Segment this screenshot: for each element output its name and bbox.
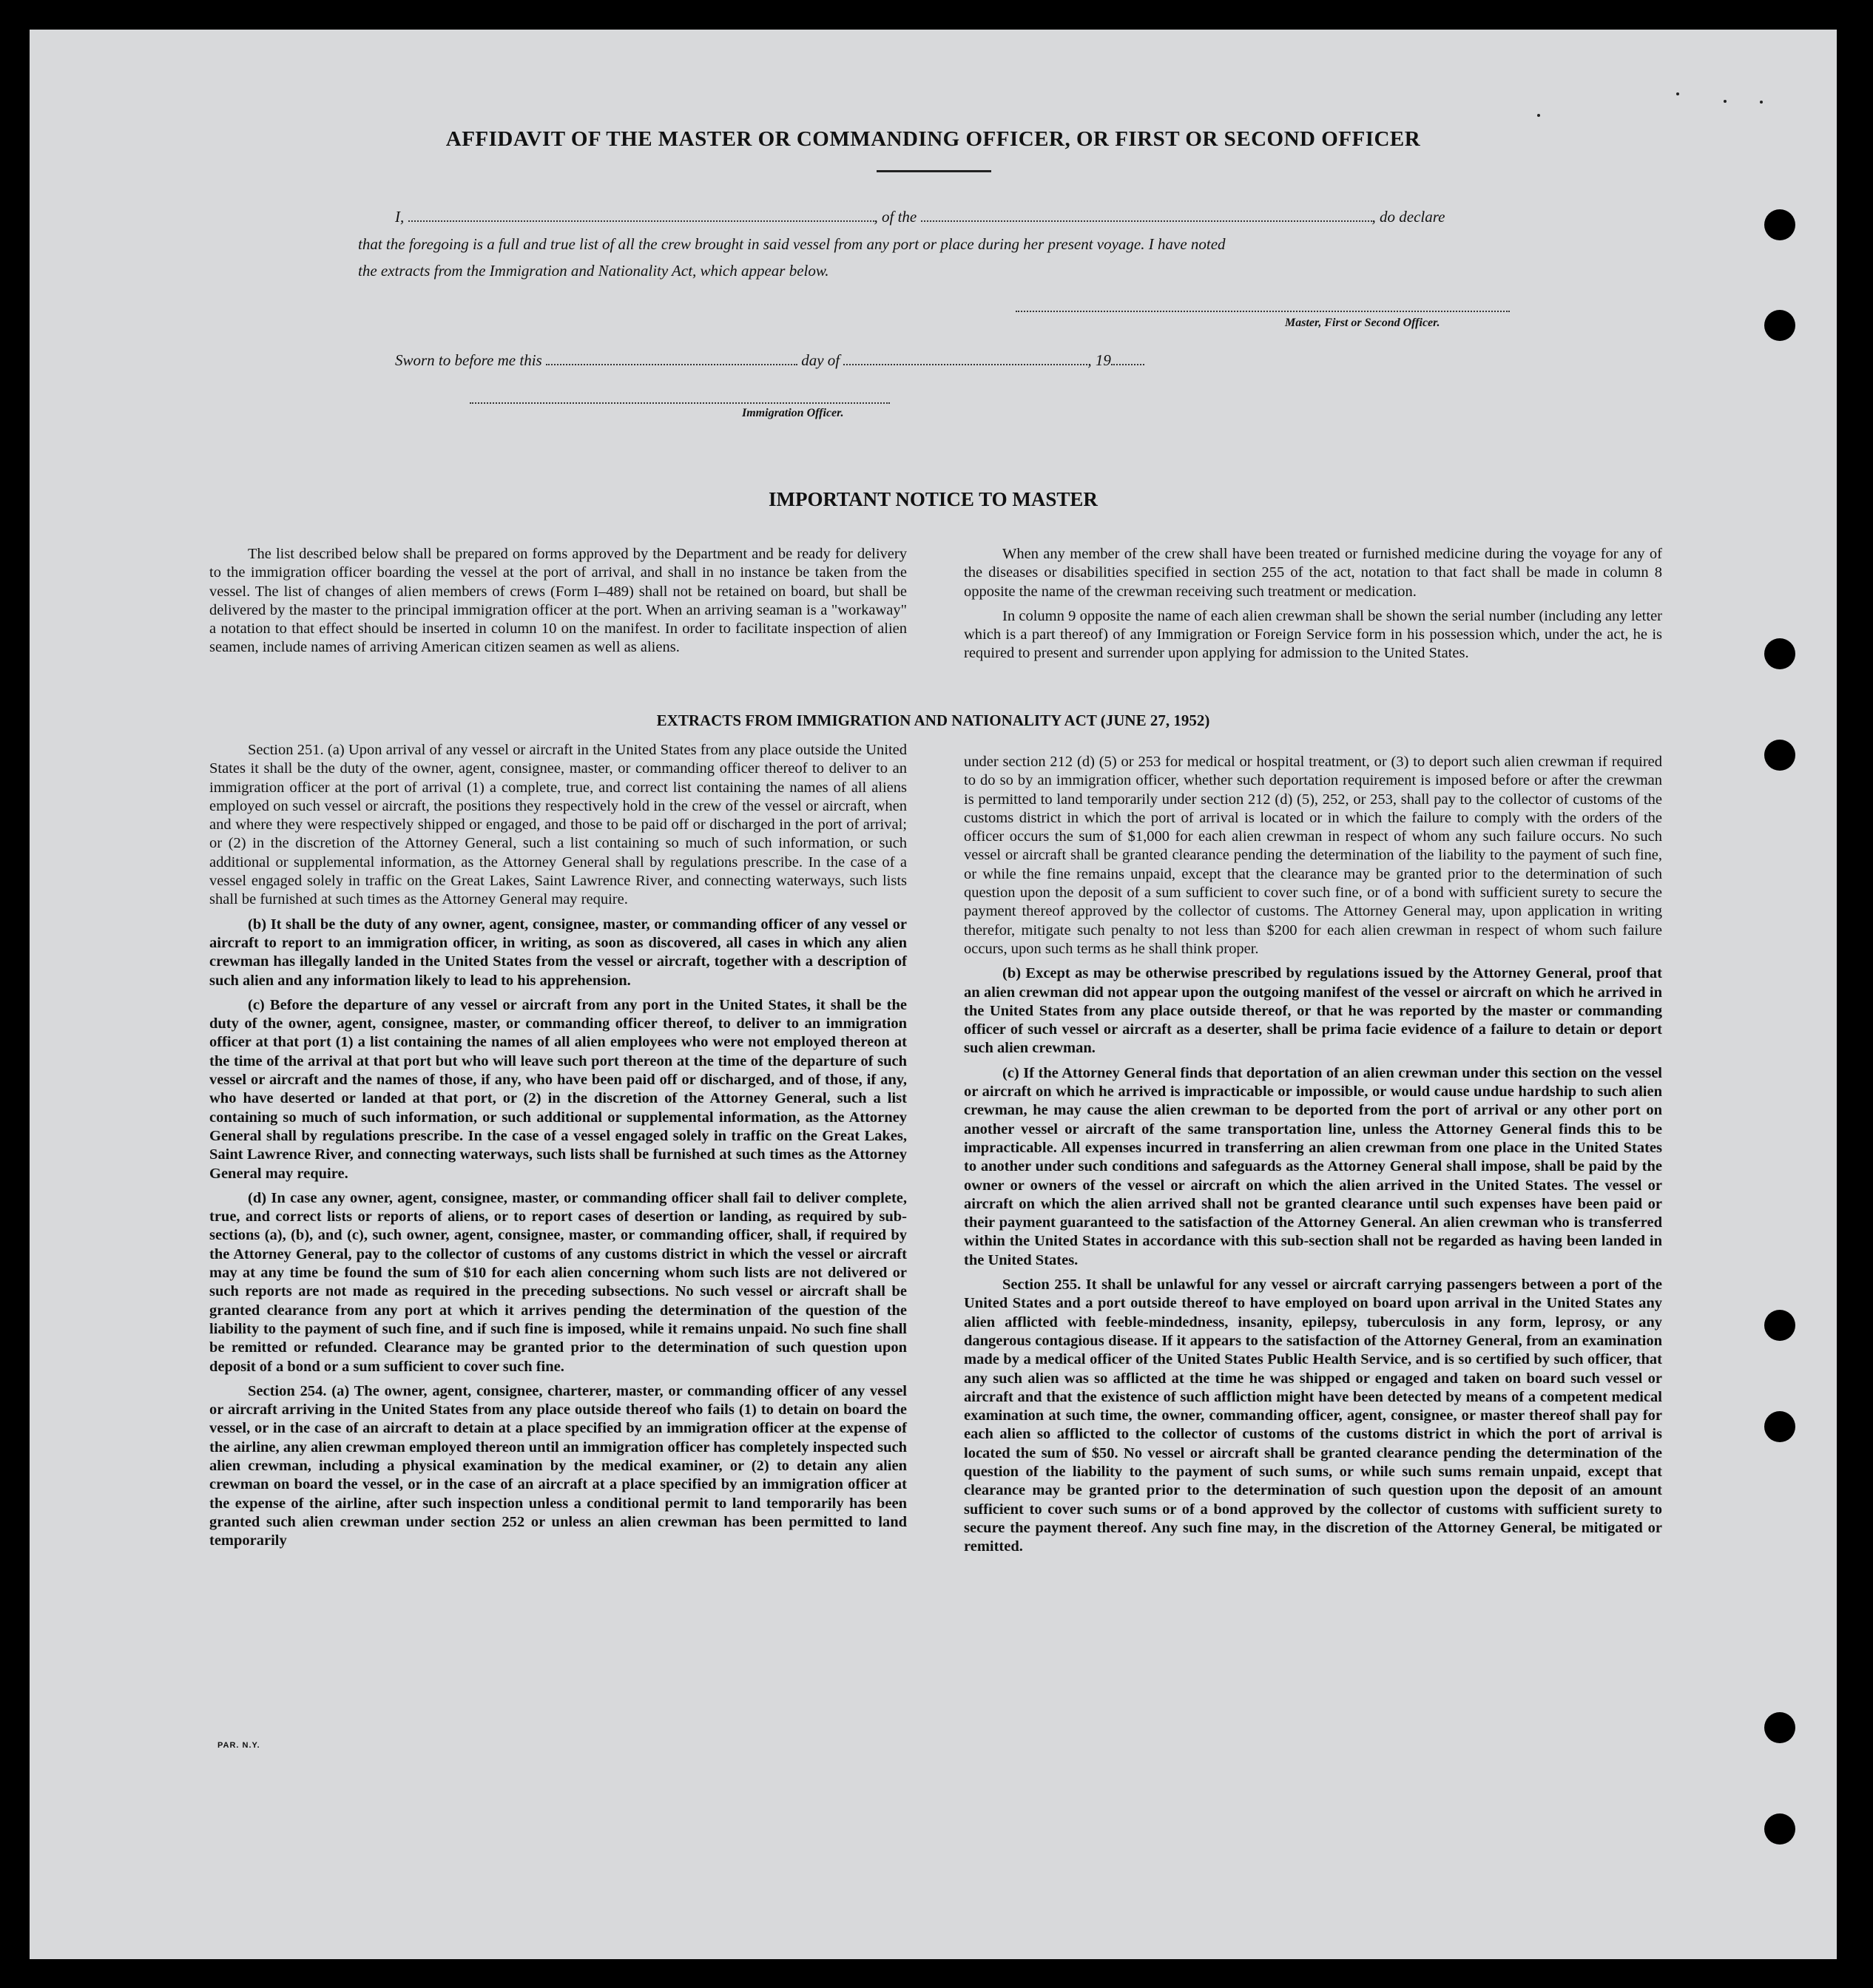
sworn-label: Sworn to before me this [395,351,542,369]
binder-hole [1764,209,1795,240]
binder-hole [1764,638,1795,669]
title-rule [877,170,991,172]
officer-label: Immigration Officer. [742,407,844,419]
year-field[interactable] [1111,351,1144,365]
section-255: Section 255. It shall be unlawful for any vessel or aircraft carrying passengers between a port of the United States and a port outside thereof to have employed on board upon arrival in the United States any alien afflicted with feeble-mindedness, insanity, epilepsy, tuberculosis in any form, leprosy, or any dangerous contagious disease. If it appears to the satisfaction of the Attorney General, from an examination made by a medical officer of the United States Public Health Service, and is so certified by such officer, that any such alien was so afflicted at the time he was shipped or engaged and taken on board such vessel or aircraft and that the existence of such affliction might have been detected by means of a competent medical examination at such time, the owner, commanding officer, agent, consignee, or master thereof shall pay for each alien so afflicted to the collector of customs of the customs district in which the port of arrival is located the sum of $50. No vessel or aircraft shall be granted clearance pending the determination of the question of the liability to the payment of such sums, or while such sums remain unpaid, except that clearance may be granted prior to the determination of such question upon the deposit of an amount sufficient to cover such sums or of a bond approved by the collector of customs with sufficient surety to secure the payment thereof. Any such fine may, in the discretion of the Attorney General, be mitigated or remitted. [964,1277,1662,1555]
vessel-field[interactable] [921,207,1372,222]
do-declare-label: , do declare [1371,208,1445,226]
speck [1760,101,1763,104]
section-251d: (d) In case any owner, agent, consignee, master, or commanding officer shall fail to deliver complete, true, and correct lists or reports of aliens, or to report cases of desertion or landing, as required by sub-sections (a), (b), and (c), such owner, agent, consignee, master, or commanding officer, shall, if required by the Attorney General, pay to the collector of customs of any customs district in which the vessel or aircraft may at any time be found the sum of $10 for each alien concerning whom such lists are not delivered or such reports are not made as required in the preceding subsections. No such vessel or aircraft shall be granted clearance from any port at which it arrives pending the determination of the question of the liability to the payment of such fine, and if such fine is imposed, while it remains unpaid. No such fine shall be remitted or refunded. Clearance may be granted prior to the determination of such question upon deposit of a bond or a sum sufficient to cover such fine. [209,1189,907,1375]
officer-signature-line[interactable] [470,399,890,404]
extracts-right-column [964,753,1662,1562]
notice-paragraph: The list described below shall be prepared on forms approved by the Department and be ready for delivery to the immigration officer boarding the vessel at the port of arrival, and shall in no instance be taken from the vessel. The list of changes of alien members of crews (Form I–489) shall not be retained on board, but shall be delivered by the master to the principal immigration officer at the port. When an arriving seaman is a "workaway" a notation to that effect should be inserted in column 10 on the manifest. In order to facilitate inspection of alien seamen, include names of arriving American citizen seamen as well as aliens. [209,546,907,656]
binder-hole [1764,740,1795,771]
speck [1724,100,1727,103]
section-254a-continued: under section 212 (d) (5) or 253 for medical or hospital treatment, or (3) to deport such alien crewman if required to do so by an immigration officer, whether such deportation requirement is imposed before or after the crewman is permitted to land temporarily under section 212 (d) (5), 252, or 253, shall pay to the collector of customs of the customs district in which the port of arrival is located or in which the failure to comply with the orders of the officer occurs the sum of $1,000 for each alien crewman in respect of whom any such failure occurs. No such vessel or aircraft shall be granted clearance pending the determination of the liability to the payment of such fine, or while the fine remains unpaid, except that the clearance may be granted prior to the determination of such question upon the deposit of a sum sufficient to cover such fine, or of a bond with sufficient surety to secure the payment thereof approved by the collector of customs. The Attorney General may, upon application in writing therefor, mitigate such penalty to not less than $200 for each alien crewman in respect of whom such failure occurs, upon such terms as he shall think proper. [964,754,1662,957]
extracts-title: EXTRACTS FROM IMMIGRATION AND NATIONALITY ACT (JUNE 27, 1952) [656,711,1210,729]
speck [1537,114,1540,117]
signature-label: Master, First or Second Officer. [1285,317,1440,329]
section-254a: Section 254. (a) The owner, agent, consignee, charterer, master, or commanding officer of any vessel or aircraft arriving in the United States from any place outside thereof who fails (1) to detain on board the vessel, or in the case of an aircraft to detain at a place specified by an immigration officer at the expense of the airline, any alien crewman employed thereon until an immigration officer has completely inspected such alien crewman, including a physical examination by the medical examiner, or (2) to detain any alien crewman on board the vessel, or in the case of an aircraft at a place specified by an immigration officer at the expense of the airline, after such inspection unless a conditional permit to land temporarily has been granted such alien crewman under section 252 or unless an alien crewman has been permitted to land temporarily [209,1382,907,1549]
binder-hole [1764,1712,1795,1743]
of-the-label: , of the [874,208,917,226]
speck [1676,92,1679,95]
notice-title: IMPORTANT NOTICE TO MASTER [769,488,1098,510]
section-254c: (c) If the Attorney General finds that deportation of an alien crewman under this section on the vessel or aircraft on which he arrived is impracticable or impossible, or would cause undue hardship to such alien crewman, he may cause the alien crewman to be deported from the port of arrival or any other port on another vessel or aircraft of the same transportation line, unless the Attorney General finds this to be impracticable. All expenses incurred in transferring an alien crewman from one place in the United States to another under such conditions and safeguards as the Attorney General shall impose, shall be paid by the owner or owners of the vessel or aircraft on which the alien arrived in the United States. The vessel or aircraft on which the alien arrived shall not be granted clearance until such expenses have been paid or their payment guaranteed to the satisfaction of the Attorney General. An alien crewman who is transferred within the United States in accordance with this sub-section shall not be regarded as having been landed in the United States. [964,1064,1662,1268]
notice-paragraph: In column 9 opposite the name of each alien crewman shall be shown the serial number (including any letter which is a part thereof) of any Immigration or Foreign Service form in his possession which, under the act, he is required to present and surrender upon applying for admission to the United States. [964,607,1662,662]
printer-mark: PAR. N.Y. [217,1741,260,1750]
name-field[interactable] [408,207,874,222]
binder-hole [1764,1813,1795,1845]
notice-paragraph: When any member of the crew shall have been treated or furnished medicine during the voyage for any of the diseases or disabilities specified in section 255 of the act, notation to that fact shall be made in column 8 opposite the name of the crewman receiving such treatment or medication. [964,546,1662,600]
section-251c: (c) Before the departure of any vessel or aircraft from any port in the United States, it shall be the duty of the owner, agent, consignee, master, or commanding officer thereof, to deliver to an immigration officer at that port (1) a list containing the names of all alien employees who were not employed thereon at the time of the arrival at that port but who will leave such port thereon at the time of the departure of such vessel or aircraft and the names of those, if any, who have been paid off or discharged, and of those, if any, who have deserted or landed at that port, or (2) in the discretion of the Attorney General, such a list containing so much of such information, or such additional or supplemental information, as the Attorney General shall by regulations prescribe. In the case of a vessel engaged solely in traffic on the Great Lakes, Saint Lawrence River, and connecting waterways, such lists shall be furnished at such times as the Attorney General may require. [209,996,907,1182]
declaration-line-3: the extracts from the Immigration and Nationality Act, which appear below. [358,262,829,280]
signature-line[interactable] [1016,308,1510,312]
notice-left-column [209,545,907,663]
binder-hole [1764,1310,1795,1341]
section-251a: Section 251. (a) Upon arrival of any vessel or aircraft in the United States from any place outside the United States it shall be the duty of the owner, agent, consignee, master, or commanding officer thereof to deliver to an immigration officer at the port of arrival (1) a complete, true, and correct list containing the names of all aliens employed on such vessel or aircraft, the positions they respectively hold in the crew of the vessel or aircraft, when and where they were respectively shipped or engaged, and those to be paid off or discharged in the port of arrival; or (2) in the discretion of the Attorney General, such a list containing so much of such information, or such additional or supplemental information, as the Attorney General shall by regulations prescribe. In the case of a vessel engaged solely in traffic on the Great Lakes, Saint Lawrence River, and connecting waterways, such lists shall be furnished at such times as the Attorney General may require. [209,742,907,908]
notice-right-column [964,545,1662,669]
sworn-line [395,351,1144,370]
binder-hole [1764,310,1795,341]
affidavit-title: AFFIDAVIT OF THE MASTER OR COMMANDING OFFICER, OR FIRST OR SECOND OFFICER [445,127,1421,151]
section-254b: (b) Except as may be otherwise prescribed by regulations issued by the Attorney General, proof that an alien crewman did not appear upon the outgoing manifest of the vessel or aircraft on which he arrived in the United States from any place outside thereof, or that he was reported by the master or commanding officer of such vessel or aircraft as a deserter, shall be prima facie evidence of a failure to detain or deport such alien crewman. [964,965,1662,1057]
extracts-left-column [209,741,907,1556]
section-251b: (b) It shall be the duty of any owner, agent, consignee, master, or commanding officer of any vessel or aircraft to report to an immigration officer, in writing, as soon as discovered, all cases in which any alien crewman has illegally landed in the United States from the vessel or aircraft, together with a description of such alien and any information likely to lead to his apprehension. [209,916,907,989]
declarant-line [395,207,1445,226]
sworn-day-field[interactable] [546,351,797,365]
day-of-label: day of [801,351,840,369]
sworn-month-field[interactable] [843,351,1087,365]
year-label: , 19 [1087,351,1111,369]
document-page [30,30,1837,1959]
declaration-line-2: that the foregoing is a full and true list of all the crew brought in said vessel from any port or place during her present voyage. I have noted [358,235,1226,253]
i-label: I, [395,208,405,226]
binder-hole [1764,1411,1795,1442]
